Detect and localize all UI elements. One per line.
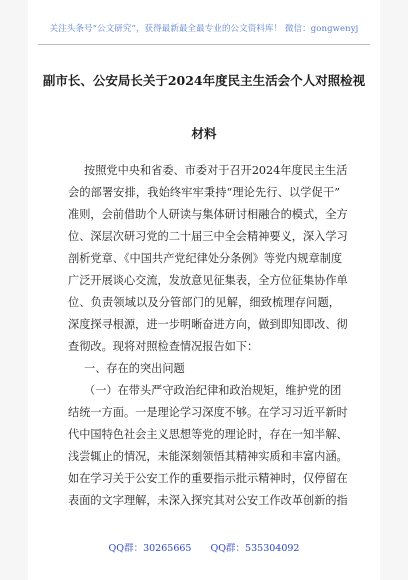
body-line: 按照党中央和省委、市委对于召开2024年度民主生活 [84, 164, 348, 177]
footer-contact [28, 540, 380, 554]
footer-qq-group-2: QQ群：535304092 [210, 543, 300, 554]
document-title-continued: 材料 [191, 126, 217, 141]
body-line: 查彻改。现将对照检查情况报告如下： [68, 340, 259, 353]
body-line: 代中国特色社会主义思想等党的理论时，存在一知半解、 [68, 428, 348, 441]
header-banner: 关注头条号“公文研究”，获得最新最全最专业的公文资料库！ 微信：gongwenyj [49, 24, 359, 34]
header-divider [38, 44, 370, 45]
body-line: 会的部署安排，我始终牢牢秉持“理论先行、以学促干” [68, 186, 340, 199]
document-page [28, 0, 380, 580]
body-line: 位、负责领域以及分管部门的见解，细致梳理存问题， [68, 296, 340, 309]
body-line: 表面的文字理解，未深入探究其对公安工作改革创新的指 [68, 494, 348, 507]
body-line: 结统一方面。一是理论学习深度不够。在学习习近平新时 [68, 406, 348, 419]
body-line: 深度探寻根源，进一步明晰奋进方向，做到即知即改、彻 [68, 318, 348, 331]
body-line: 位、深层次研习党的二十届三中全会精神要义，深入学习 [68, 230, 348, 243]
section-heading: 一、存在的突出问题 [84, 362, 185, 375]
footer-qq-group-1: QQ群：30265665 [108, 543, 192, 554]
body-line: 准则，会前借助个人研读与集体研讨相融合的模式，全方 [68, 208, 348, 221]
body-line: 剖析党章、《中国共产党纪律处分条例》等党内规章制度 [68, 252, 343, 265]
body-line: （一）在带头严守政治纪律和政治规矩，维护党的团 [84, 384, 342, 397]
document-title: 副市长、公安局长关于2024年度民主生活会个人对照检视 [42, 73, 366, 88]
body-line: 广泛开展谈心交流，发放意见征集表，全方位征集协作单 [68, 274, 348, 287]
body-line: 浅尝辄止的情况，未能深刻领悟其精神实质和丰富内涵。 [68, 450, 348, 463]
body-line: 如在学习关于公安工作的重要指示批示精神时，仅停留在 [68, 472, 348, 485]
